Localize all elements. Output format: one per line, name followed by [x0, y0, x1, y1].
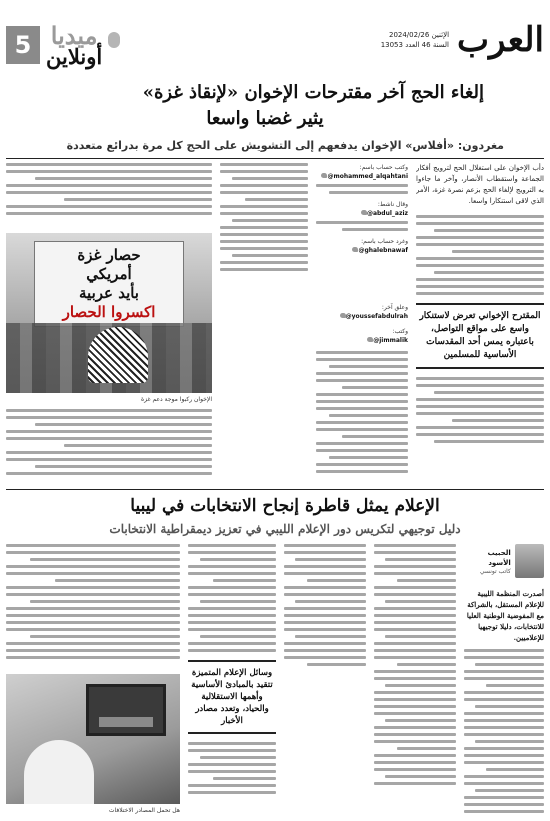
story2-column-4: [188, 544, 276, 821]
body-text: [416, 377, 544, 443]
tweets-column: [316, 163, 408, 303]
author-avatar: [515, 544, 544, 578]
lead-column-2: [316, 303, 408, 483]
tweet: [316, 200, 408, 231]
tv-screen: [86, 684, 166, 736]
lead-column-5: [6, 409, 212, 483]
body-text: [6, 409, 212, 475]
tweet-handle[interactable]: @jimmalik: [316, 336, 408, 345]
protest-sign-line4: اكسروا الحصار: [62, 303, 156, 321]
lead-headline-line1: إلغاء الحج آخر مقترحات الإخوان «لإنقاذ غزة»: [142, 82, 484, 103]
tweet-label: وعلق آخر:: [381, 304, 408, 311]
protest-sign: [34, 241, 184, 327]
lead-headline-line2: يثير غضبا واسعا: [206, 108, 324, 129]
issue-info: [381, 24, 449, 50]
lead-article-body: [6, 163, 544, 483]
tweet: [316, 327, 408, 345]
tweets-lower: [316, 303, 408, 345]
divider: [6, 158, 544, 159]
tweet-handle[interactable]: @ghalebnawaf: [316, 246, 408, 255]
protest-sign-line3: بأيد عربية: [79, 284, 139, 302]
body-text: [6, 544, 180, 659]
section-header: [6, 21, 120, 69]
tweet: [316, 237, 408, 255]
newspaper-logo: العرب: [457, 20, 544, 60]
masthead: [6, 0, 544, 72]
story2-pull-quote: وسائل الإعلام المتميزة تتقيد بالمبادئ الأساسية وأهمها الاستقلالية والحياد، وتعدد مصادر الأخبار: [188, 660, 276, 734]
story2-column-3: [284, 544, 366, 821]
pull-quote: المقترح الإخواني تعرض لاستنكار واسع على مواقع التواصل، باعتباره يمس أحد المقدسات الأساسية للمسلمين: [416, 303, 544, 369]
issue-number: السنة 46 العدد 13053: [380, 41, 450, 49]
author-name: الحبيب الأسود: [487, 548, 511, 567]
author-role: كاتب تونسي: [479, 567, 511, 575]
story2-column-5: [6, 544, 180, 664]
body-text: [464, 649, 544, 813]
issue-date: الإثنين 2024/02/26: [388, 31, 450, 39]
protest-sign-line2: أمريكي: [86, 265, 132, 283]
tweet-label: وقال ناشط:: [377, 201, 408, 208]
lead-intro: دأب الإخوان على استغلال الحج لترويج أفكار الجماعة واستقطاب الأنصار، وآخر ما جاءوا به الترويج لإلغاء الحج بزعم نصرة غزة، الأمر الذي لاقى استنكارا واسعا.: [416, 164, 544, 205]
body-text: [374, 544, 456, 785]
second-subheadline: دليل توجيهي لتكريس دور الإعلام الليبي في تعزيز ديمقراطية الانتخابات: [109, 522, 461, 536]
page-number: 5: [6, 26, 40, 64]
story2-photo: [6, 674, 180, 804]
tweet-handle[interactable]: @mohammed_alqahtani: [316, 172, 408, 181]
microphone-icon: [108, 32, 120, 48]
lead-photo-caption: الإخوان ركبوا موجة دعم غزة: [140, 396, 212, 403]
lead-subheadline: مغردون: «أفلاس» الإخوان يدفعهم إلى التشويش على الحج كل مرة بدرائع متعددة: [66, 139, 504, 152]
lead-headline: [6, 80, 544, 132]
brand: [380, 20, 544, 60]
second-headline: الإعلام يمثل قاطرة إنجاح الانتخابات في ليبيا: [130, 496, 440, 516]
body-text: [284, 544, 366, 666]
protester: [88, 327, 148, 383]
tweet: [316, 163, 408, 194]
lead-photo: [6, 233, 212, 393]
divider: [6, 489, 544, 490]
tweet-handle[interactable]: @youssefabdulrah: [316, 312, 408, 321]
body-text: [316, 351, 408, 473]
lead-column-1: [416, 163, 544, 483]
lead-column-3: [220, 163, 308, 483]
body-text: [188, 742, 276, 794]
tweet: [316, 303, 408, 321]
tweet-label: وغرد حساب باسم:: [361, 238, 408, 245]
story2-photo-caption: هل تحمل المصادر الاختلافات: [108, 807, 180, 814]
story2-lead-in: أصدرت المنظمة الليبية للإعلام المستقل، بالشراكة مع المفوضية الوطنية العليا للانتخابات، دليلا توجيهيا للإعلاميين.: [466, 589, 544, 642]
second-article-body: [6, 544, 544, 821]
body-text: [220, 163, 308, 271]
story2-column-1: [464, 588, 544, 821]
body-text: [416, 215, 544, 295]
body-text: [6, 163, 212, 215]
story2-column-2: [374, 544, 456, 821]
tweet-label: وكتب:: [392, 328, 408, 335]
section-title-media: ميديا: [50, 21, 98, 50]
protest-sign-line1: حصار غزة: [77, 246, 141, 264]
tweet-handle[interactable]: @abdul_aziz: [316, 209, 408, 218]
section-title: [46, 21, 103, 69]
author-byline: [464, 544, 544, 578]
body-text: [188, 544, 276, 652]
tweet-label: وكتب حساب باسم:: [359, 164, 408, 171]
viewer: [24, 740, 94, 804]
section-title-online: أونلاين: [46, 44, 103, 69]
